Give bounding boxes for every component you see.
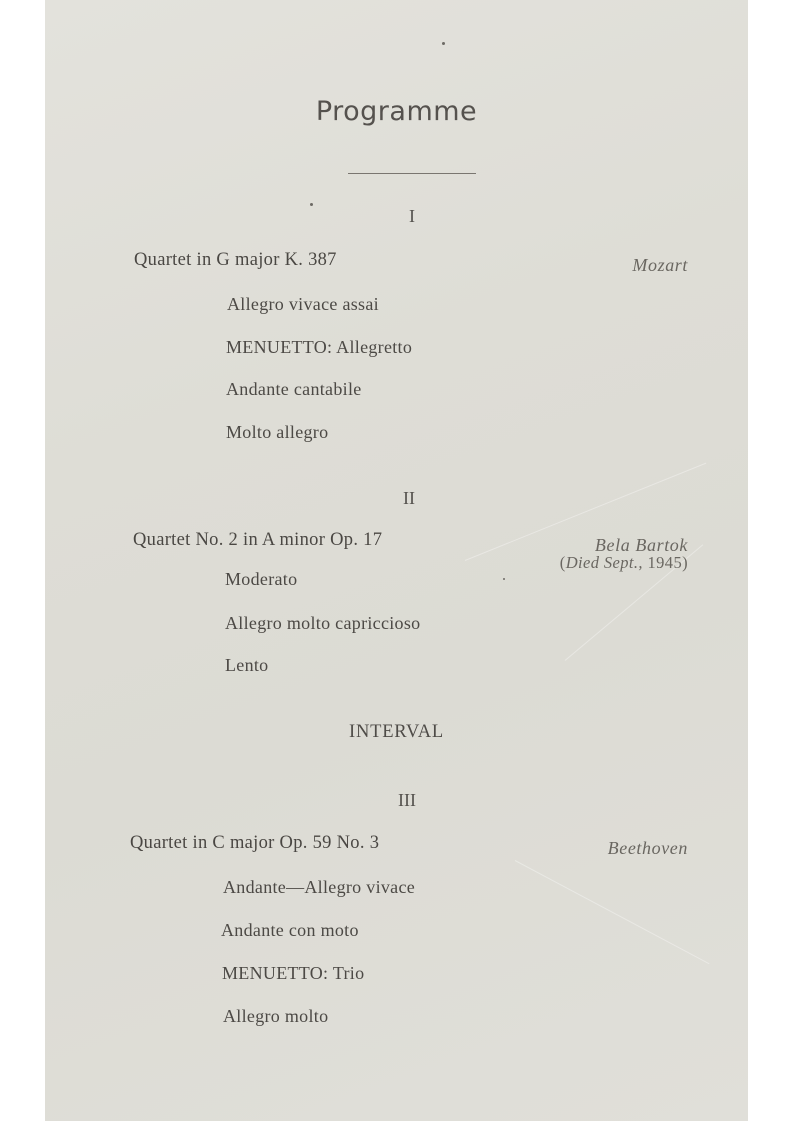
composer-name: Mozart <box>632 255 688 275</box>
programme-page <box>45 0 748 1121</box>
work-title: Quartet No. 2 in A minor Op. 17 <box>133 530 383 550</box>
movement-item: MENUETTO: Trio <box>222 963 365 983</box>
part-numeral: III <box>398 790 416 810</box>
paper-fleck <box>442 42 445 45</box>
composer-note-italic: Died Sept., <box>565 553 643 572</box>
movement-item: Allegro vivace assai <box>227 294 379 314</box>
movement-item: Moderato <box>225 569 298 589</box>
interval-heading: INTERVAL <box>348 722 444 742</box>
movement-item: MENUETTO: Allegretto <box>226 337 413 357</box>
movement-item: Allegro molto <box>223 1006 329 1026</box>
composer-note-open: ( <box>559 553 566 572</box>
movement-item: Andante con moto <box>221 920 359 940</box>
part-numeral: II <box>403 488 415 508</box>
movement-item: Allegro molto capriccioso <box>225 613 421 633</box>
paper-crease <box>515 860 710 964</box>
work-title: Quartet in G major K. 387 <box>134 250 337 270</box>
paper-fleck <box>503 578 505 580</box>
composer-note-year: 1945) <box>642 553 688 572</box>
title-divider <box>348 173 476 174</box>
paper-fleck <box>310 203 313 206</box>
movement-item: Andante—Allegro vivace <box>223 877 416 897</box>
movement-item: Molto allegro <box>226 422 329 442</box>
part-numeral: I <box>409 206 415 226</box>
composer-name: Beethoven <box>607 838 688 858</box>
work-title: Quartet in C major Op. 59 No. 3 <box>130 833 380 853</box>
programme-title: Programme <box>315 96 478 127</box>
composer-name: Bela Bartok <box>594 535 688 555</box>
movement-item: Andante cantabile <box>226 379 362 399</box>
composer-note <box>560 553 688 573</box>
movement-item: Lento <box>225 655 269 675</box>
